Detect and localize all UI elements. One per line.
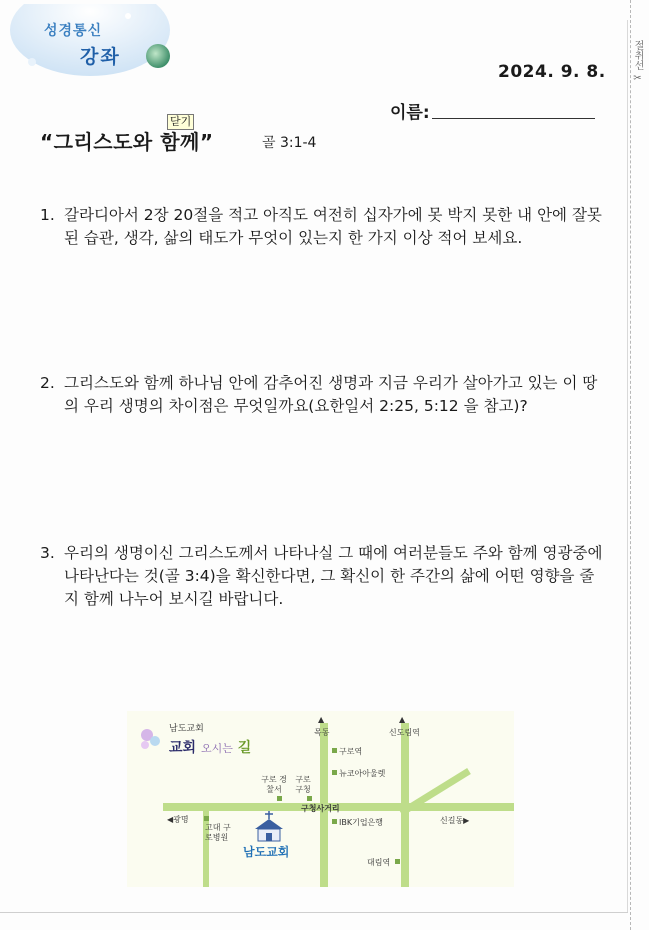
map-label-crossroad: 구청사거리 [301,804,340,813]
course-logo [10,4,180,76]
map-label-gwangmyeong: ◀광명 [167,815,189,824]
map-label-sindorim: 신도림역 [389,728,420,737]
map-title-gil: 길 [237,740,252,756]
map-label-church: 남도교회 [243,845,290,859]
logo-bottom-text: 강좌 [80,46,121,68]
map-marker [204,816,209,821]
question-number: 1. [40,206,55,224]
question-number: 2. [40,374,55,392]
question-text: 그리스도와 함께 하나님 안에 감추어진 생명과 지금 우리가 살아가고 있는 이 땅의 우리 생명의 차이점은 무엇일까요(요한일서 2:25, 5:12 을 참고)? [64,374,598,415]
map-title-small: 남도교회 [169,724,204,734]
page-title: “그리스도와 함께” [40,130,214,154]
map-label-ibk: IBK기업은행 [339,818,384,827]
map-title-sub: 오시는 [200,742,233,755]
name-label: 이름: [390,103,430,123]
map-marker [395,859,400,864]
map-marker [332,748,337,753]
map-title-main: 교회 [169,740,197,756]
map-title [169,737,251,757]
north-arrow-icon: ▲ [318,715,325,724]
map-label-mokdong: 목동 [314,728,330,737]
question-number: 3. [40,544,55,562]
question-item [40,542,604,611]
question-text: 우리의 생명이신 그리스도께서 나타나실 그 때에 여러분들도 주와 함께 영광중에 나타난다는 것(골 3:4)을 확신한다면, 그 확신이 한 주간의 삶에 어떤 영향을 줄지 함께 나누어 보시길 바랍니다. [64,544,603,608]
map-marker [332,770,337,775]
church-location-map [127,711,514,887]
question-item [40,204,604,250]
name-field[interactable] [432,118,595,119]
flower-icon [135,723,167,753]
page-border-right [627,20,628,912]
north-arrow-icon: ▲ [399,715,406,724]
question-text: 갈라디아서 2장 20절을 적고 아직도 여전히 십자가에 못 박지 못한 내 안에 잘못된 습관, 생각, 삶의 태도가 무엇이 있는지 한 가지 이상 적어 보세요. [64,206,602,247]
map-label-guro-station: 구로역 [339,747,363,756]
question-item [40,372,604,418]
map-label-daerim: 대림역 [367,858,391,867]
map-label-korea-guro: 고대 구로병원 [205,823,231,842]
page-border-bottom [0,912,628,913]
map-label-singil: 신길동▶ [440,816,470,825]
close-button[interactable]: 닫기 [167,114,194,130]
map-label-guro-office: 구로 구청 [295,775,311,794]
map-marker [307,796,312,801]
church-icon [249,811,289,843]
logo-top-text: 성경통신 [44,23,103,39]
worksheet-date: 2024. 9. 8. [498,62,606,82]
map-label-guro-police: 구로 경찰서 [261,775,287,794]
cut-line-note: 절취선 ✂ [632,40,643,85]
cut-line [630,0,631,930]
map-marker [332,819,337,824]
map-road-diagonal [397,767,477,817]
scripture-reference: 골 3:1-4 [262,135,317,151]
map-marker [277,796,282,801]
map-label-newcore: 뉴코아아울렛 [339,769,386,778]
